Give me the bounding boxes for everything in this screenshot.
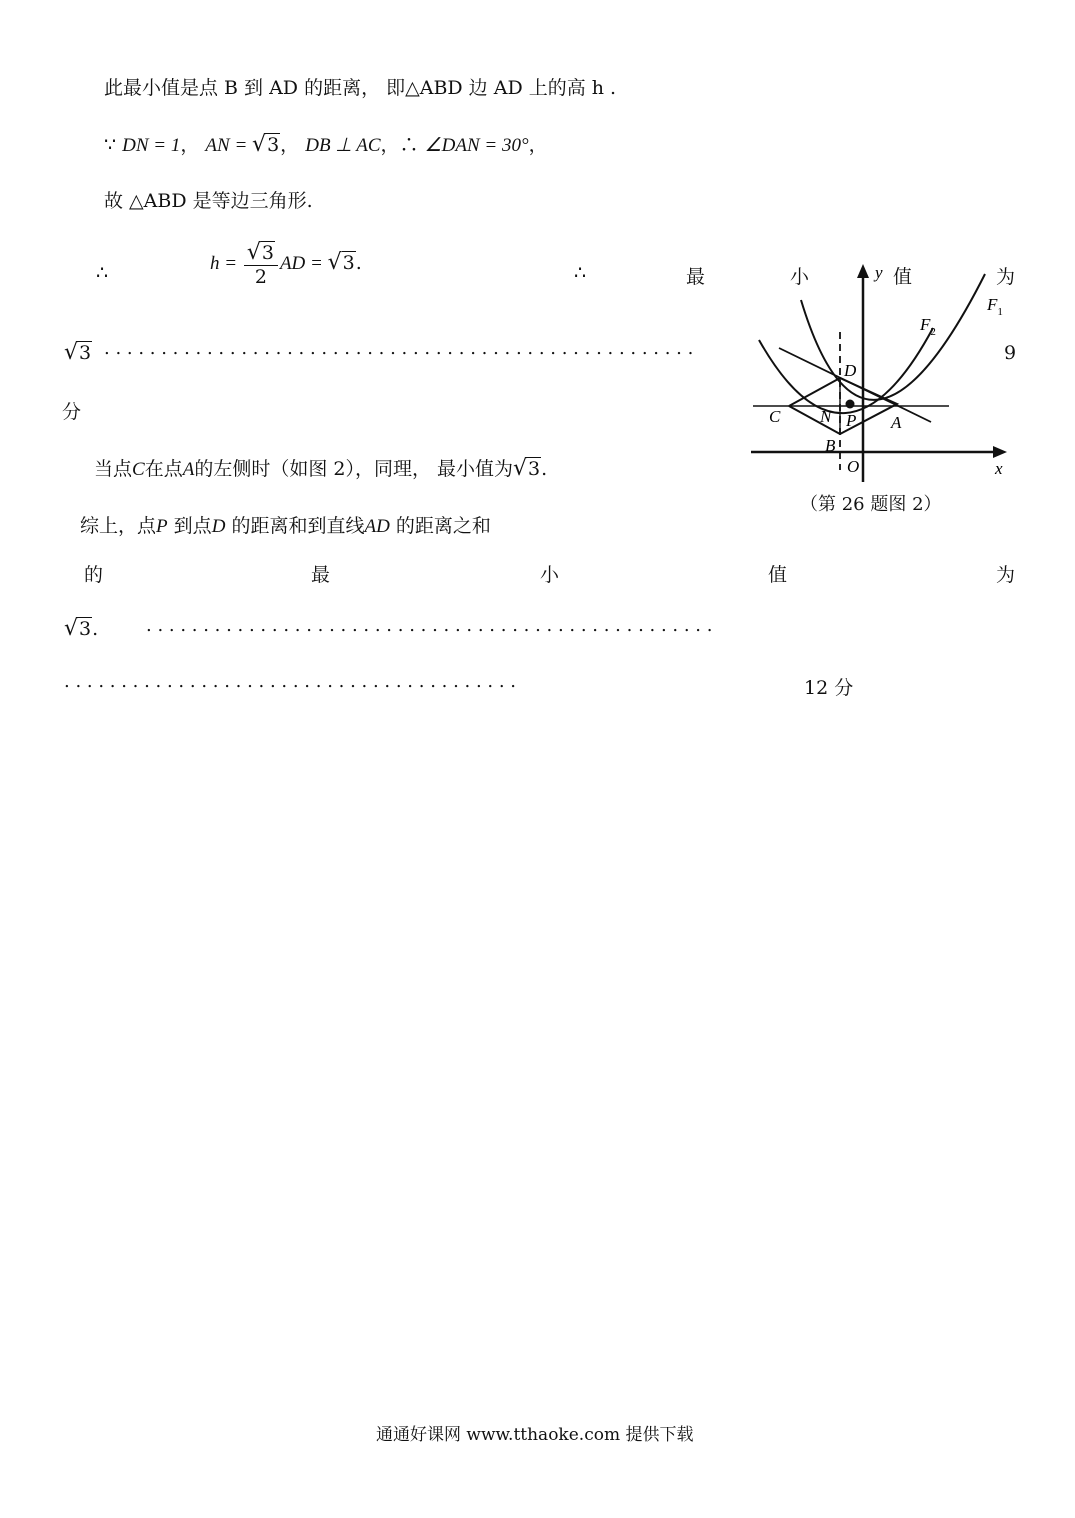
label-x: x bbox=[995, 459, 1003, 478]
text-segment: 到点 bbox=[173, 515, 212, 537]
label-o: O bbox=[847, 457, 860, 476]
point-p: P bbox=[156, 516, 168, 537]
word-xiao: 小 bbox=[540, 564, 560, 586]
leader-dots: . . . . . . . . . . . . . . . . . . . . . . . . . . . . . . . . . . . . . . . . . . . . . . . . . . . . bbox=[104, 338, 694, 359]
comma: ， bbox=[280, 134, 300, 156]
period: . bbox=[541, 458, 548, 480]
label-d: D bbox=[844, 361, 857, 380]
word-zhi: 值 bbox=[768, 564, 788, 586]
formula-an: AN = bbox=[205, 135, 253, 156]
label-b: B bbox=[825, 436, 836, 455]
label-y: y bbox=[875, 263, 883, 282]
score-12: 12 分 bbox=[804, 677, 854, 699]
word-xiao: 小 bbox=[790, 266, 810, 288]
label-f2 bbox=[919, 315, 936, 338]
sqrt-radicand: 3 bbox=[528, 458, 541, 480]
score-unit: 分 bbox=[62, 401, 82, 423]
label-p: P bbox=[846, 411, 857, 430]
figure-parabolas bbox=[745, 262, 1015, 517]
leader-dots: . . . . . . . . . . . . . . . . . . . . . . . . . . . . . . . . . . . . . . . . bbox=[64, 671, 517, 692]
sqrt-expression: √3 bbox=[252, 132, 280, 157]
label-f2-subscript: 2 bbox=[930, 326, 936, 338]
point-c: C bbox=[132, 459, 145, 480]
text-line-3: 故 △ABD 是等边三角形. bbox=[104, 190, 313, 212]
text-segment: 综上，点 bbox=[80, 515, 157, 537]
because-symbol: ∵ bbox=[104, 134, 117, 156]
therefore-symbol: ∴ bbox=[96, 262, 109, 284]
line-ad: AD bbox=[364, 516, 390, 537]
sqrt-radicand: 3 bbox=[342, 252, 355, 274]
label-c: C bbox=[769, 407, 781, 426]
label-f1-letter: F bbox=[987, 295, 998, 314]
text-segment: 的左侧时（如图 2），同理， 最小值为 bbox=[194, 458, 513, 480]
word-wei: 为 bbox=[996, 564, 1016, 586]
sqrt-three: √3 bbox=[64, 340, 92, 365]
sqrt-radicand: 3 bbox=[261, 242, 274, 264]
sqrt-three: √3. bbox=[64, 616, 99, 641]
text-line-1: 此最小值是点 B 到 AD 的距离， 即△ABD 边 AD 上的高 h . bbox=[104, 77, 617, 99]
sqrt-radicand: 3 bbox=[79, 342, 92, 364]
fraction-numerator: √3 bbox=[244, 240, 278, 266]
comma: ， bbox=[528, 134, 548, 156]
therefore-symbol: ，∴ bbox=[380, 134, 419, 156]
y-axis-arrow-icon bbox=[857, 264, 869, 278]
sqrt-radicand: 3 bbox=[79, 618, 92, 640]
formula-h-lhs: h = bbox=[210, 253, 242, 274]
point-d: D bbox=[211, 516, 226, 537]
sqrt-radicand: 3 bbox=[267, 134, 280, 156]
x-axis-arrow-icon bbox=[993, 446, 1007, 458]
point-a: A bbox=[182, 459, 195, 480]
fraction-denominator: 2 bbox=[254, 266, 267, 288]
word-zui: 最 bbox=[686, 266, 706, 288]
text-line-2 bbox=[104, 130, 548, 157]
label-f1-subscript: 1 bbox=[997, 306, 1003, 318]
formula-angle: ∠DAN = 30° bbox=[424, 135, 529, 156]
text-segment: 的距离之和 bbox=[395, 515, 491, 537]
text-segment: 在点 bbox=[144, 458, 183, 480]
label-n: N bbox=[820, 407, 832, 426]
word-zhi: 值 bbox=[893, 266, 913, 288]
fraction bbox=[244, 240, 278, 288]
label-f2-letter: F bbox=[920, 315, 931, 334]
parabola-f1 bbox=[801, 274, 985, 400]
word-wei: 为 bbox=[996, 266, 1016, 288]
period: . bbox=[355, 252, 362, 274]
text-segment: 当点 bbox=[94, 458, 133, 480]
text-segment: 的距离和到直线 bbox=[231, 515, 365, 537]
footer-source: 通通好课网 www.tthaoke.com 提供下载 bbox=[376, 1425, 694, 1445]
figure-caption: （第 26 题图 2） bbox=[800, 494, 942, 515]
word-zui: 最 bbox=[311, 564, 331, 586]
formula-dn: DN = 1 bbox=[122, 135, 181, 156]
text-line-8 bbox=[80, 511, 491, 538]
leader-dots: . . . . . . . . . . . . . . . . . . . . . . . . . . . . . . . . . . . . . . . . . . . . . . . . . . bbox=[146, 615, 713, 636]
point-p-marker bbox=[846, 400, 855, 409]
formula-h: h = $\frac{√3}{2}$ AD = √3. bbox=[210, 240, 362, 288]
word-de: 的 bbox=[84, 564, 104, 586]
comma: ， bbox=[180, 134, 200, 156]
period: . bbox=[92, 618, 99, 640]
score-9: 9 bbox=[1004, 342, 1017, 364]
label-f1 bbox=[986, 295, 1003, 318]
formula-perpendicular: DB ⊥ AC bbox=[305, 135, 381, 156]
label-a: A bbox=[891, 413, 902, 432]
therefore-symbol: ∴ bbox=[574, 262, 587, 284]
formula-ad: AD = bbox=[279, 253, 328, 274]
text-line-7: 当点C在点A的左侧时（如图 2），同理， 最小值为√3. bbox=[94, 456, 548, 481]
